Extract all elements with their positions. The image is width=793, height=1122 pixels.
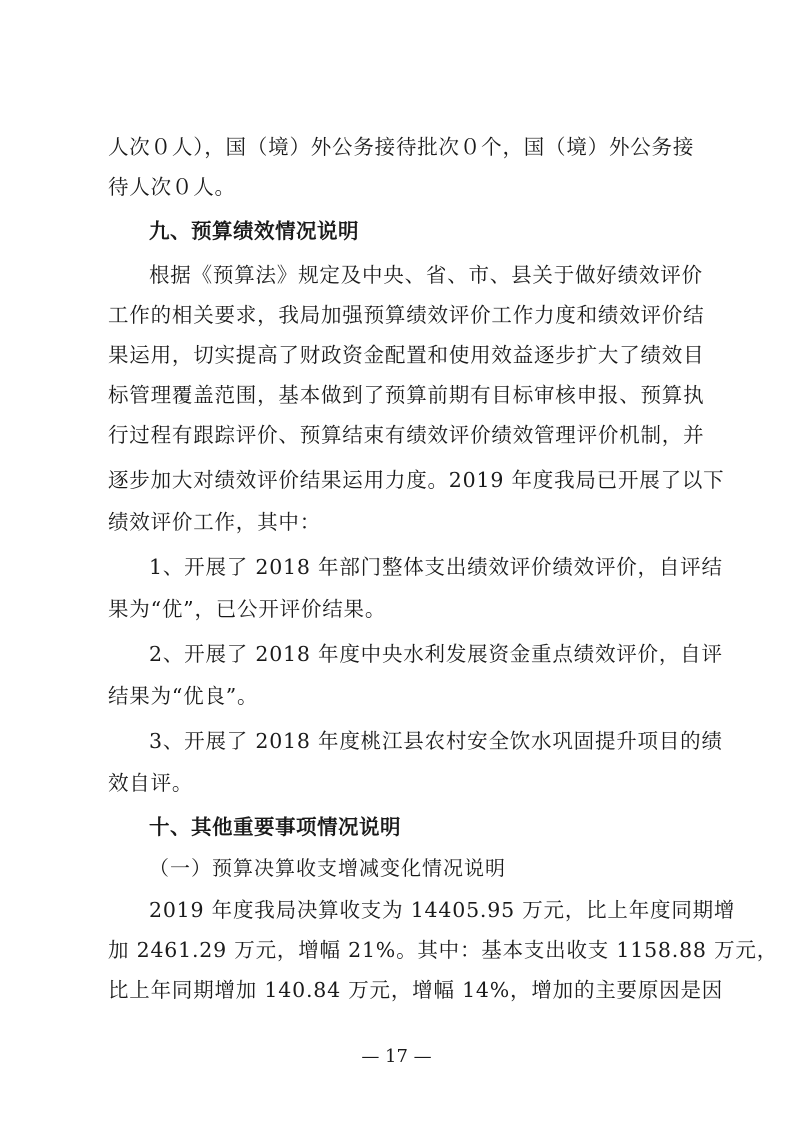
paragraph-line: 加 2461.29 万元，增幅 21%。其中：基本支出收支 1158.88 万元， (108, 938, 778, 962)
paragraph-line: 2019 年度我局决算收支为 14405.95 万元，比上年度同期增 (149, 898, 736, 922)
paragraph-line: 行过程有跟踪评价、预算结束有绩效评价绩效管理评价机制，并 (108, 423, 705, 447)
paragraph-line: 果运用，切实提高了财政资金配置和使用效益逐步扩大了绩效目 (108, 343, 705, 367)
paragraph-line: 人次０人），国（境）外公务接待批次０个，国（境）外公务接 (108, 135, 695, 159)
page-number: — 17 — (361, 1046, 432, 1067)
paragraph-line: 逐步加大对绩效评价结果运用力度。2019 年度我局已开展了以下 (108, 468, 725, 492)
paragraph-line: 标管理覆盖范围，基本做到了预算前期有目标审核申报、预算执 (108, 383, 705, 407)
list-item-line: 结果为“优良”。 (108, 684, 259, 708)
paragraph-line: 比上年同期增加 140.84 万元，增幅 14%，增加的主要原因是因 (108, 978, 724, 1002)
subsection-heading: （一）预算决算收支增减变化情况说明 (149, 856, 506, 880)
list-item-line: 果为“优”，已公开评价结果。 (108, 597, 387, 621)
list-item-line: 2、开展了 2018 年度中央水利发展资金重点绩效评价，自评 (149, 642, 723, 666)
list-item-line: 效自评。 (108, 771, 194, 795)
paragraph-line: 工作的相关要求，我局加强预算绩效评价工作力度和绩效评价结 (108, 303, 705, 327)
paragraph-line: 根据《预算法》规定及中央、省、市、县关于做好绩效评价 (149, 263, 703, 287)
section-heading: 九、预算绩效情况说明 (149, 219, 359, 243)
list-item-line: 3、开展了 2018 年度桃江县农村安全饮水巩固提升项目的绩 (149, 729, 723, 753)
paragraph-line: 待人次０人。 (108, 175, 236, 199)
list-item-line: 1、开展了 2018 年部门整体支出绩效评价绩效评价，自评结 (149, 555, 723, 579)
paragraph-line: 绩效评价工作，其中： (108, 510, 321, 534)
section-heading: 十、其他重要事项情况说明 (149, 815, 401, 839)
